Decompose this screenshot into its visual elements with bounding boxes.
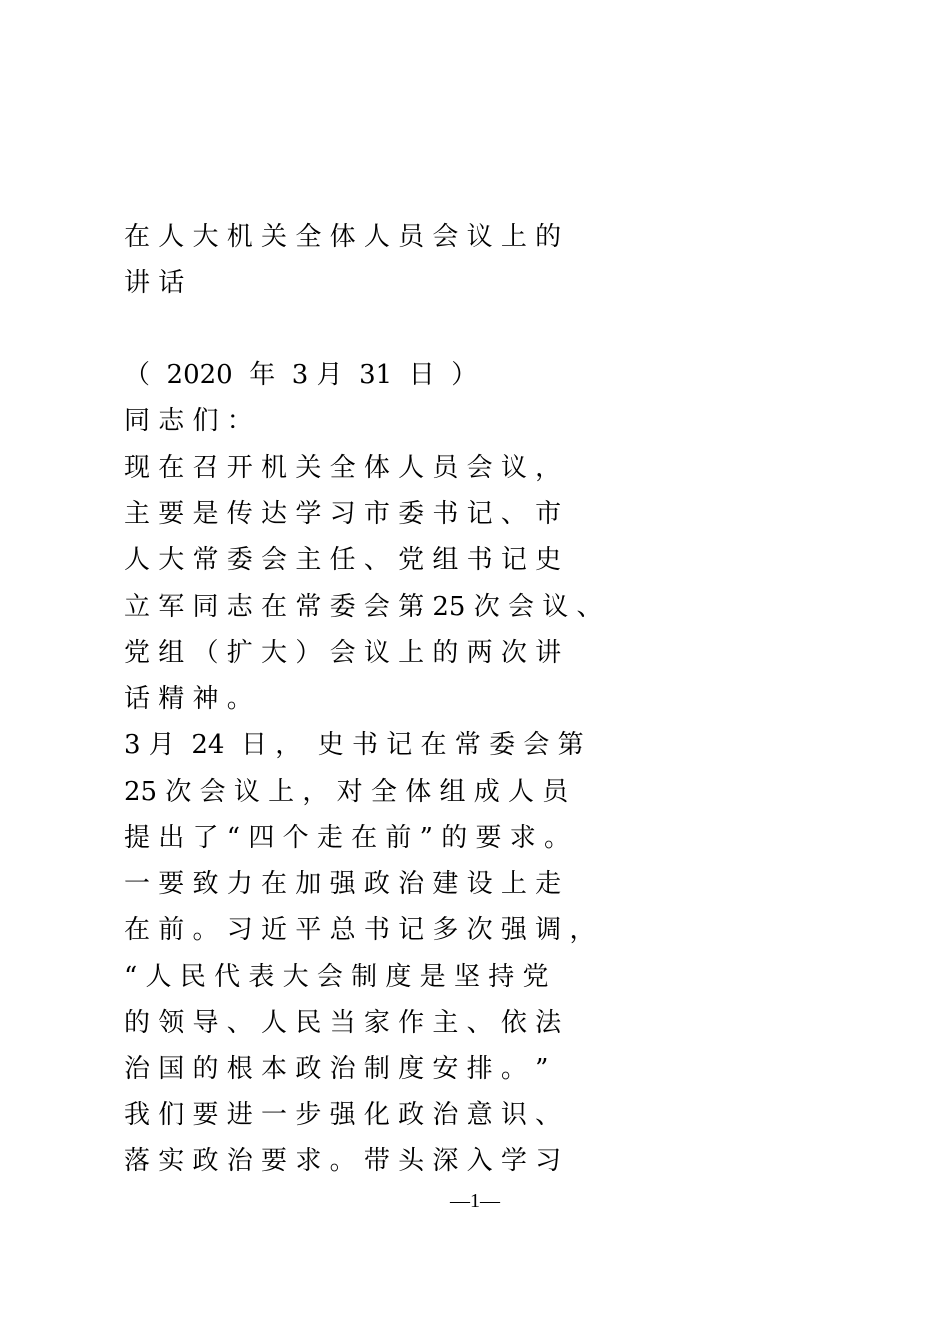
body-line: 现 在 召 开 机 关 全 体 人 员 会 议 ，	[124, 453, 562, 483]
title-line-1: 在 人 大 机 关 全 体 人 员 会 议 上 的	[124, 222, 562, 252]
body-line: “ 人 民 代 表 大 会 制 度 是 坚 持 党	[124, 962, 549, 992]
body-line: 主 要 是 传 达 学 习 市 委 书 记 、 市	[124, 499, 562, 529]
body-line: 党 组 （ 扩 大 ） 会 议 上 的 两 次 讲	[124, 638, 562, 668]
body-line: 落 实 政 治 要 求 。 带 头 深 入 学 习	[124, 1146, 562, 1176]
body-line: 一 要 致 力 在 加 强 政 治 建 设 上 走	[124, 869, 562, 899]
body-line: 话 精 神 。	[124, 684, 253, 714]
body-line: 3 月 24 日 ， 史 书 记 在 常 委 会 第	[124, 730, 584, 760]
body-line: 在 前 。 习 近 平 总 书 记 多 次 强 调 ，	[124, 915, 596, 945]
page-number: —1—	[450, 1190, 500, 1212]
body-line: 立 军 同 志 在 常 委 会 第 25 次 会 议 、	[124, 592, 603, 622]
body-line: 人 大 常 委 会 主 任 、 党 组 书 记 史	[124, 545, 562, 575]
date-line: （ 2020 年 3 月 31 日 ）	[124, 360, 478, 390]
body-line: 治 国 的 根 本 政 治 制 度 安 排 。 ”	[124, 1054, 549, 1084]
body-line: 我 们 要 进 一 步 强 化 政 治 意 识 、	[124, 1100, 562, 1130]
body-line: 提 出 了 “ 四 个 走 在 前 ” 的 要 求 。	[124, 823, 571, 853]
salutation: 同 志 们 ：	[124, 406, 253, 436]
body-line: 25 次 会 议 上 ， 对 全 体 组 成 人 员	[124, 777, 569, 807]
body-line: 的 领 导 、 人 民 当 家 作 主 、 依 法	[124, 1008, 562, 1038]
title-line-2: 讲 话	[124, 268, 185, 298]
